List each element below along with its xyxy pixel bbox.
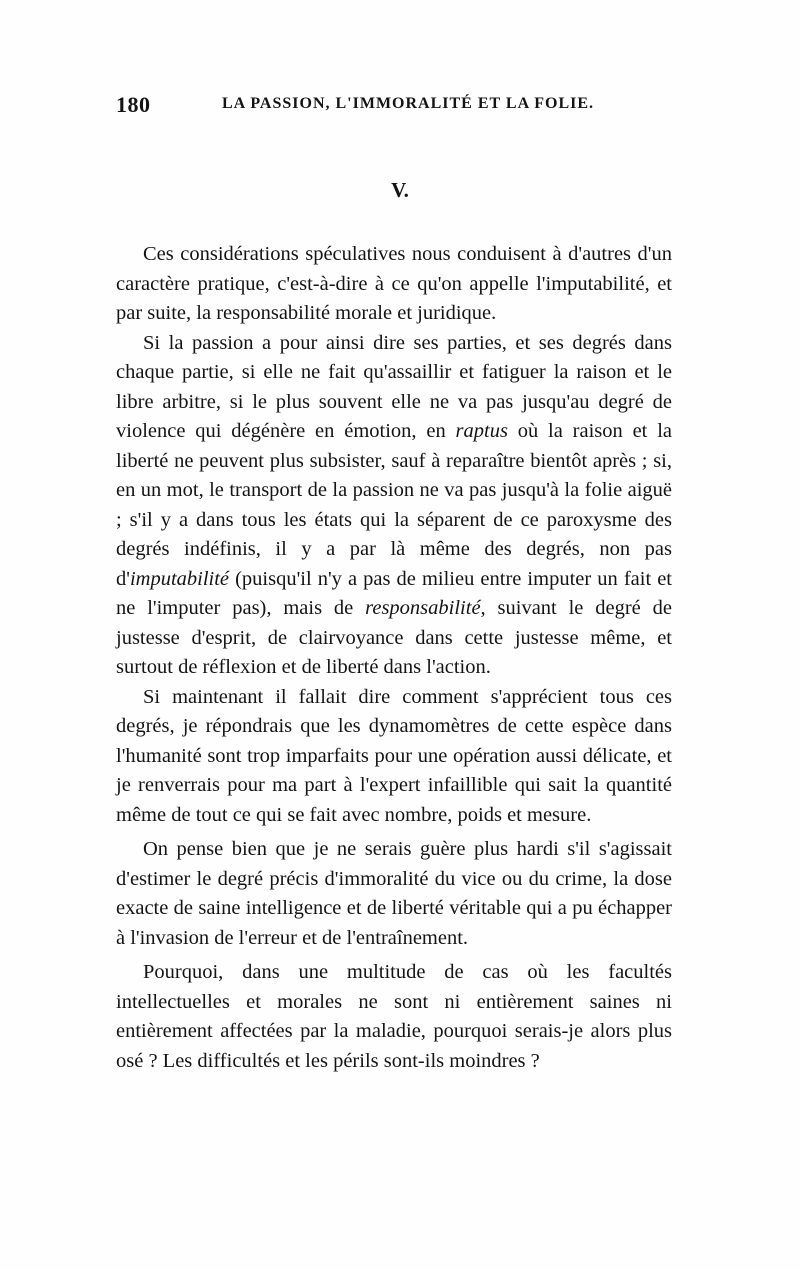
running-title: LA PASSION, L'IMMORALITÉ ET LA FOLIE.	[222, 95, 595, 112]
body-text	[116, 240, 672, 1076]
paragraph-4: On pense bien que je ne serais guère plus hardi s'il s'agissait d'estimer le degré précis d'immoralité du vice ou du crime, la dose exacte de saine intelligence et de liberté véritable qui a pu échapper à l'invasion de l'erreur et de l'entraînement.	[116, 838, 672, 949]
paragraph-2-part-c: (puisqu'il n'y a pas de milieu entre imputer un fait et ne l'imputer pas), mais de	[116, 567, 672, 619]
paragraph-1: Ces considérations spéculatives nous conduisent à d'autres d'un caractère pratique, c'est-à-dire à ce qu'on appelle l'imputabilité, et par suite, la responsabilité morale et juridique.	[116, 243, 672, 324]
section-number: V.	[391, 178, 409, 202]
running-head	[116, 92, 686, 122]
term-raptus: raptus	[455, 420, 508, 442]
paragraph-3: Si maintenant il fallait dire comment s'apprécient tous ces degrés, je répondrais que les dynamomètres de cette espèce dans l'humanité sont trop imparfaits pour une opération aussi délicate, et je renverrais pour ma part à l'expert infaillible qui sait la quantité même de tout ce qui se fait avec nombre, poids et mesure.	[116, 685, 672, 826]
term-responsabilite: responsabilité	[365, 597, 481, 619]
paragraph-2-part-b: où la raison et la liberté ne peuvent plus subsister, sauf à reparaître bientôt après ; si, en un mot, le transport de la passion ne va pas jusqu'à la folie aiguë ; s'il y a dans tous les états qui la séparent de ce paroxysme des degrés indéfinis, il y a par là même des degrés, non pas d'	[116, 420, 672, 590]
paragraph-2-part-d: , suivant le degré de justesse d'esprit, de clairvoyance dans cette justesse même, et surtout de réflexion et de liberté dans l'action.	[116, 597, 672, 678]
paragraph-2-part-a: Si la passion a pour ainsi dire ses parties, et ses degrés dans chaque partie, si elle ne fait qu'assaillir et fatiguer la raison et le libre arbitre, si le plus souvent elle ne va pas jusqu'au degré de violence qui dégénère en émotion, en	[116, 331, 672, 442]
term-imputabilite: imputabilité	[129, 567, 230, 590]
paragraph-5: Pourquoi, dans une multitude de cas où les facultés intellectuelles et morales ne sont ni entièrement saines ni entièrement affectées par la maladie, pourquoi serais-je alors plus osé ? Les difficultés et les périls sont-ils moindres ?	[116, 961, 672, 1072]
paragraph-2	[116, 329, 672, 683]
page-number: 180	[116, 92, 151, 117]
